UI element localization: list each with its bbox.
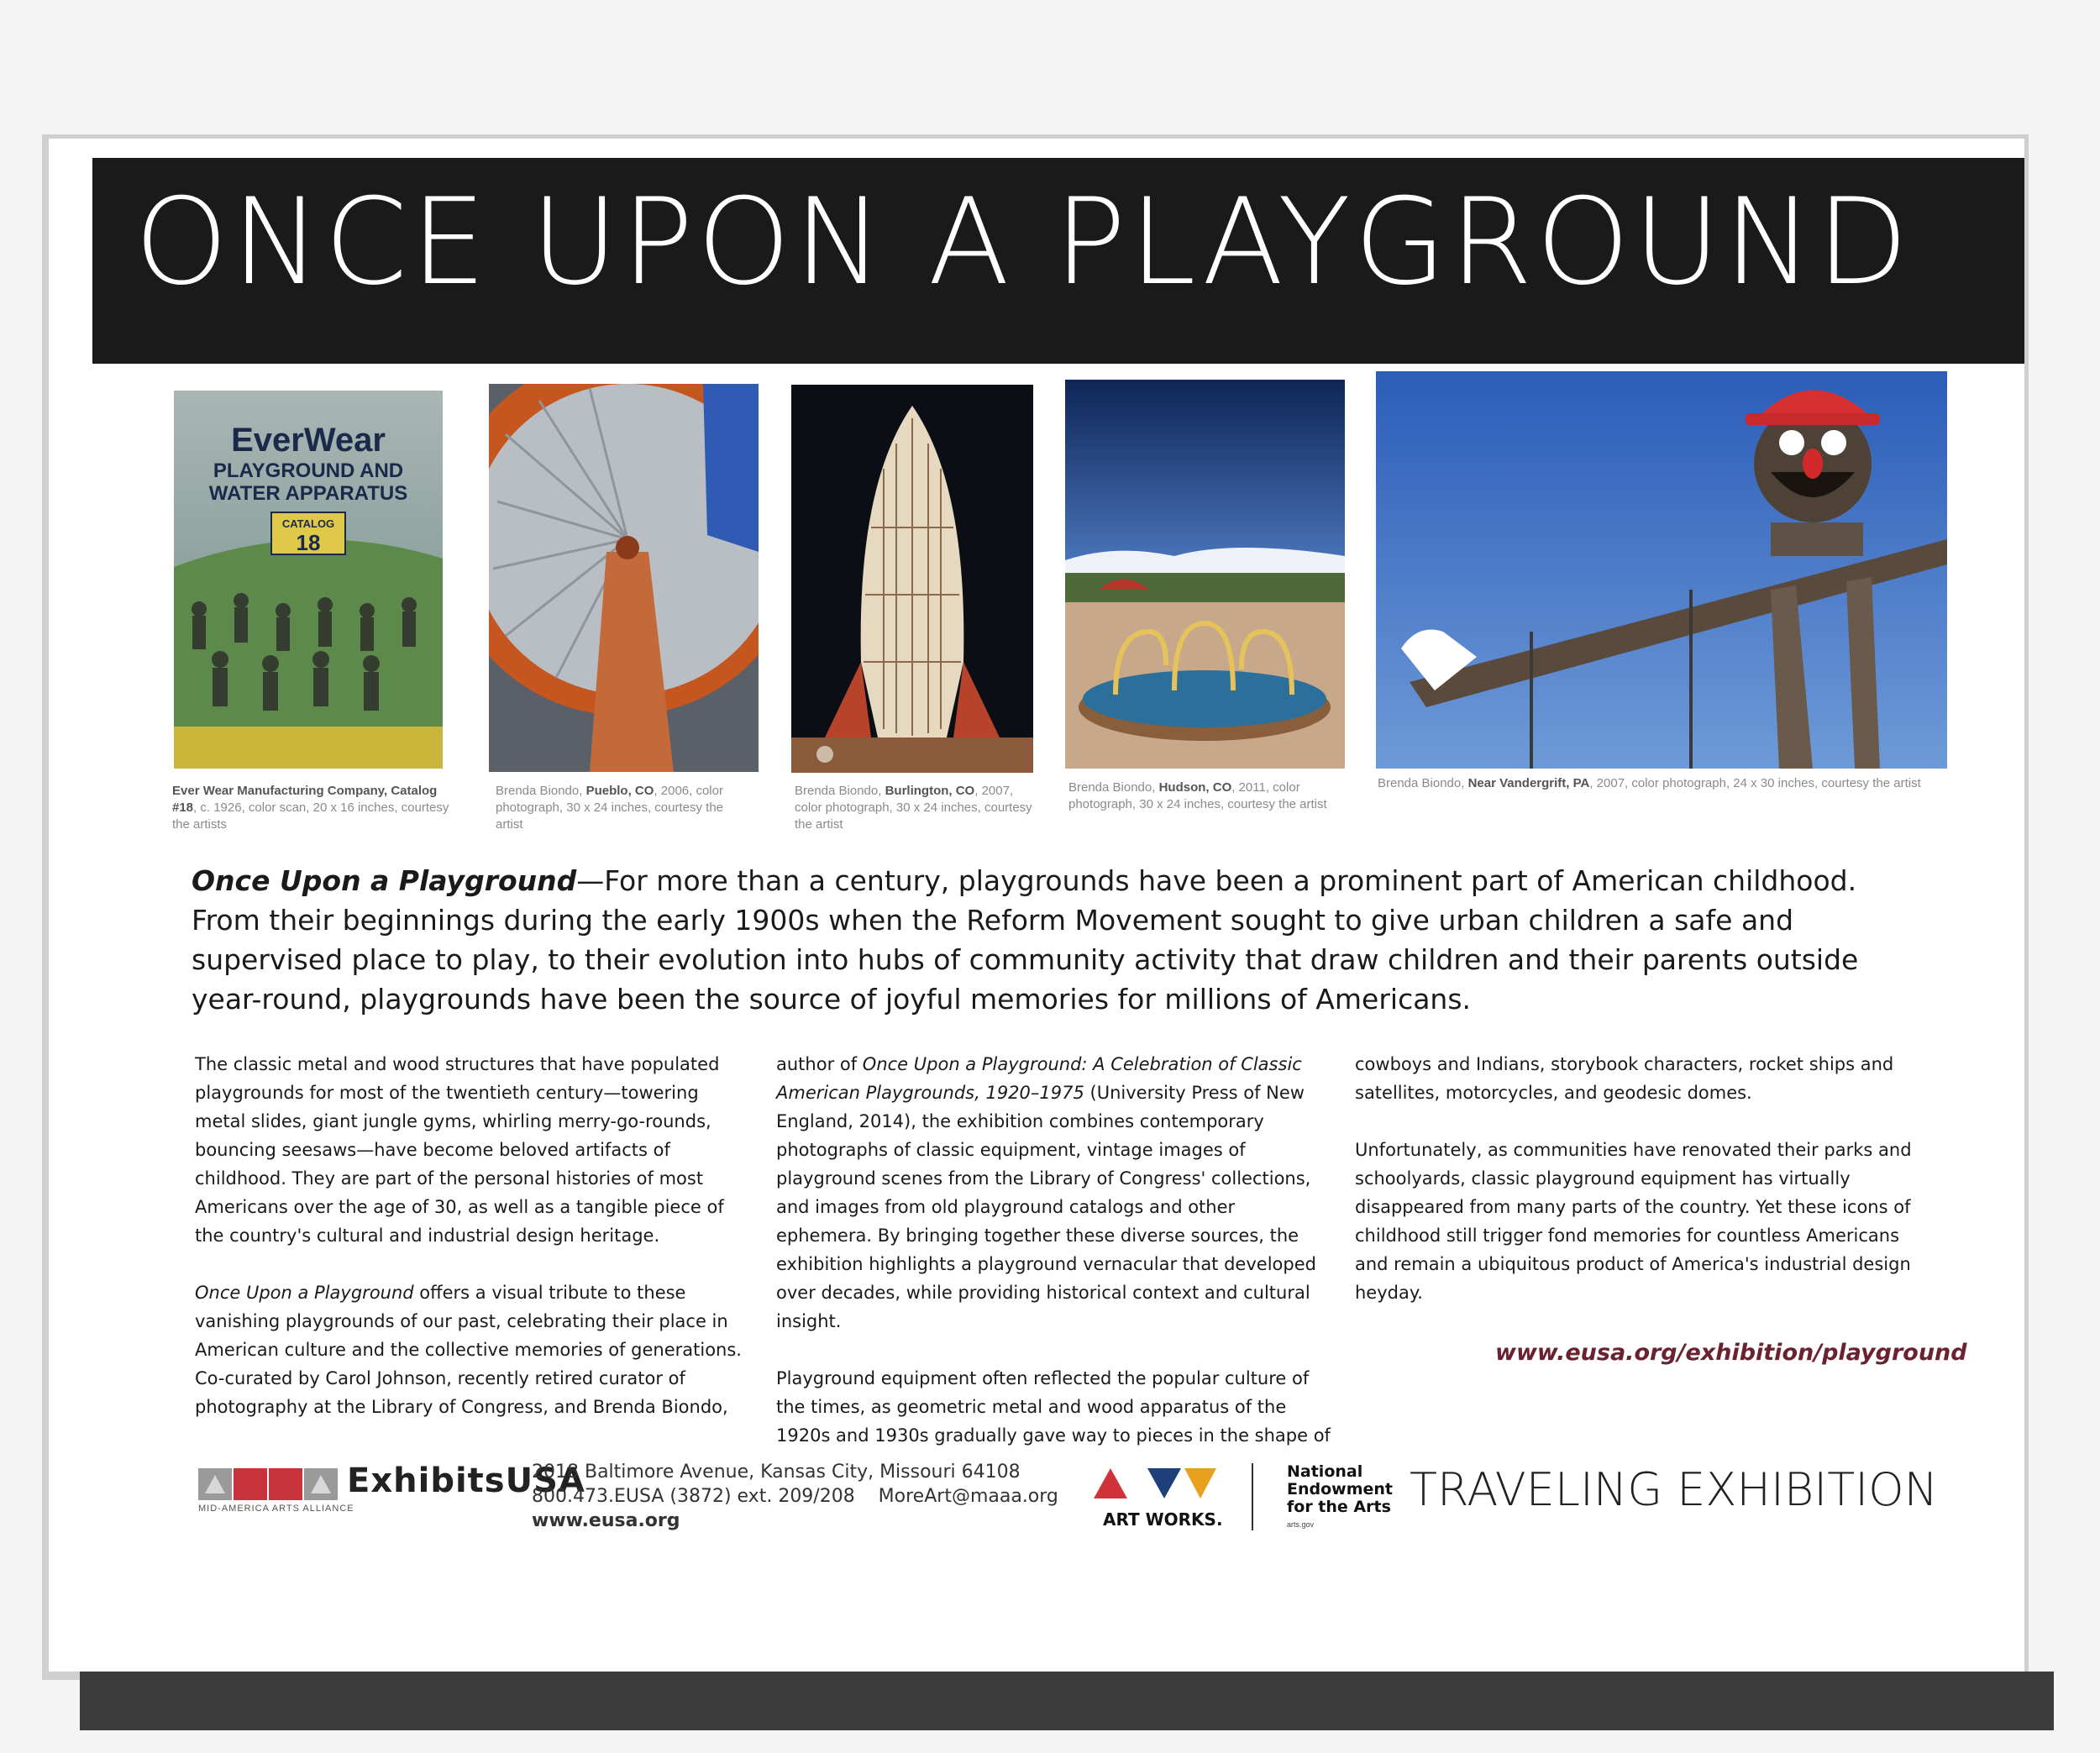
column-3 (1355, 1050, 1926, 1336)
clown-swing-photo (1376, 371, 1947, 769)
caption-pueblo: Brenda Biondo, Pueblo, CO, 2006, color photograph, 30 x 24 inches, courtesy the artist (496, 784, 724, 832)
intro-paragraph (192, 861, 1914, 1019)
col1-paragraph-2: Once Upon a Playground offers a visual tribute to these vanishing playgrounds of our past, celebrating their place in American culture and the collective memories of generations. Co-curated by Carol Johnson, recently retired curator of photography at the Library of Congress, and Brenda Biondo, (195, 1283, 742, 1417)
footer-phone-email: 800.473.EUSA (3872) ext. 209/208 MoreArt@maaa.org (532, 1486, 1058, 1507)
cover-line-1: PLAYGROUND AND (213, 459, 404, 482)
exhibitsusa-brand: ExhibitsUSA (347, 1462, 585, 1500)
maaa-name: MID-AMERICA ARTS ALLIANCE (198, 1504, 354, 1514)
rocket-photo (791, 385, 1033, 773)
column-1 (195, 1050, 749, 1450)
col2-paragraph-1: author of Once Upon a Playground: A Celebration of Classic American Playgrounds, 1920–1975 (University Press of New England, 2014), the exhibition combines contemporary photographs of classic equipment, vintage images of playground scenes from the Library of Congress' collections, and images from old playground catalogs and other ephemera. By bringing together these diverse sources, the exhibition highlights a playground vernacular that developed over decades, while providing historical context and cultural insight. (776, 1054, 1316, 1331)
intro-text: —For more than a century, playgrounds have been a prominent part of American childhood. From their beginnings during the early 1900s when the Reform Movement sought to give urban children a safe and supervised place to play, to their evolution into hubs of community activity that draw children and their parents outside year-round, playgrounds have been the source of joyful memories for millions of Americans. (192, 864, 1859, 1016)
nea-name: National Endowment for the Arts (1287, 1462, 1394, 1516)
cover-line-2: WATER APPARATUS (208, 482, 408, 505)
footer-divider (1252, 1463, 1253, 1530)
footer-address: 2018 Baltimore Avenue, Kansas City, Missouri 64108 (532, 1462, 1021, 1483)
cover-brand: EverWear (231, 422, 386, 459)
col1-paragraph-1: The classic metal and wood structures that have populated playgrounds for most of the twentieth century—towering metal slides, giant jungle gyms, whirling merry-go-rounds, bouncing seesaws—have become beloved artifacts of childhood. They are part of the personal histories of most Americans over the age of 30, as well as a tangible piece of the country's cultural and industrial design heritage. (195, 1054, 724, 1246)
footer-website[interactable]: www.eusa.org (532, 1510, 680, 1531)
caption-catalog: Ever Wear Manufacturing Company, Catalog #18, c. 1926, color scan, 20 x 16 inches, courtesy the artists (172, 784, 449, 832)
art-works-label: ART WORKS. (1103, 1509, 1223, 1530)
footer-contact (532, 1460, 1058, 1533)
poster-title: ONCE UPON A PLAYGROUND (134, 173, 1912, 312)
traveling-exhibition-label: TRAVELING EXHIBITION (1410, 1463, 1939, 1516)
exhibition-url[interactable]: www.eusa.org/exhibition/playground (1495, 1340, 1967, 1366)
caption-vandergrift: Brenda Biondo, Near Vandergrift, PA, 2007, color photograph, 24 x 30 inches, courtesy the artist (1378, 776, 1921, 790)
nea-url: arts.gov (1287, 1520, 1315, 1529)
nea-triangles-icon (1092, 1465, 1218, 1504)
title-banner (92, 158, 2024, 364)
bottom-shadow-band (80, 1672, 2054, 1730)
col3-paragraph-1: cowboys and Indians, storybook characters, rocket ships and satellites, motorcycles, and geodesic domes. (1355, 1054, 1894, 1103)
caption-burlington: Brenda Biondo, Burlington, CO, 2007, color photograph, 30 x 24 inches, courtesy the artist (795, 784, 1032, 832)
col3-paragraph-2: Unfortunately, as communities have renovated their parks and schoolyards, classic playground equipment has virtually disappeared from many parts of the country. Yet these icons of childhood still trigger fond memories for countless Americans and remain a ubiquitous product of America's industrial design heyday. (1355, 1140, 1912, 1303)
col2-paragraph-2: Playground equipment often reflected the popular culture of the times, as geometric metal and wood apparatus of the 1920s and 1930s gradually gave way to pieces in the shape of (776, 1368, 1331, 1446)
intro-lead: Once Upon a Playground (192, 864, 577, 897)
cover-catalog-number: 18 (296, 530, 321, 555)
slide-photo (489, 384, 759, 772)
cover-catalog-label: CATALOG (281, 517, 335, 530)
merry-go-round-photo (1065, 380, 1345, 769)
catalog-cover-image (174, 391, 443, 769)
caption-hudson: Brenda Biondo, Hudson, CO, 2011, color photograph, 30 x 24 inches, courtesy the artist (1068, 780, 1327, 811)
maaa-logo (198, 1468, 339, 1504)
column-2 (776, 1050, 1331, 1478)
